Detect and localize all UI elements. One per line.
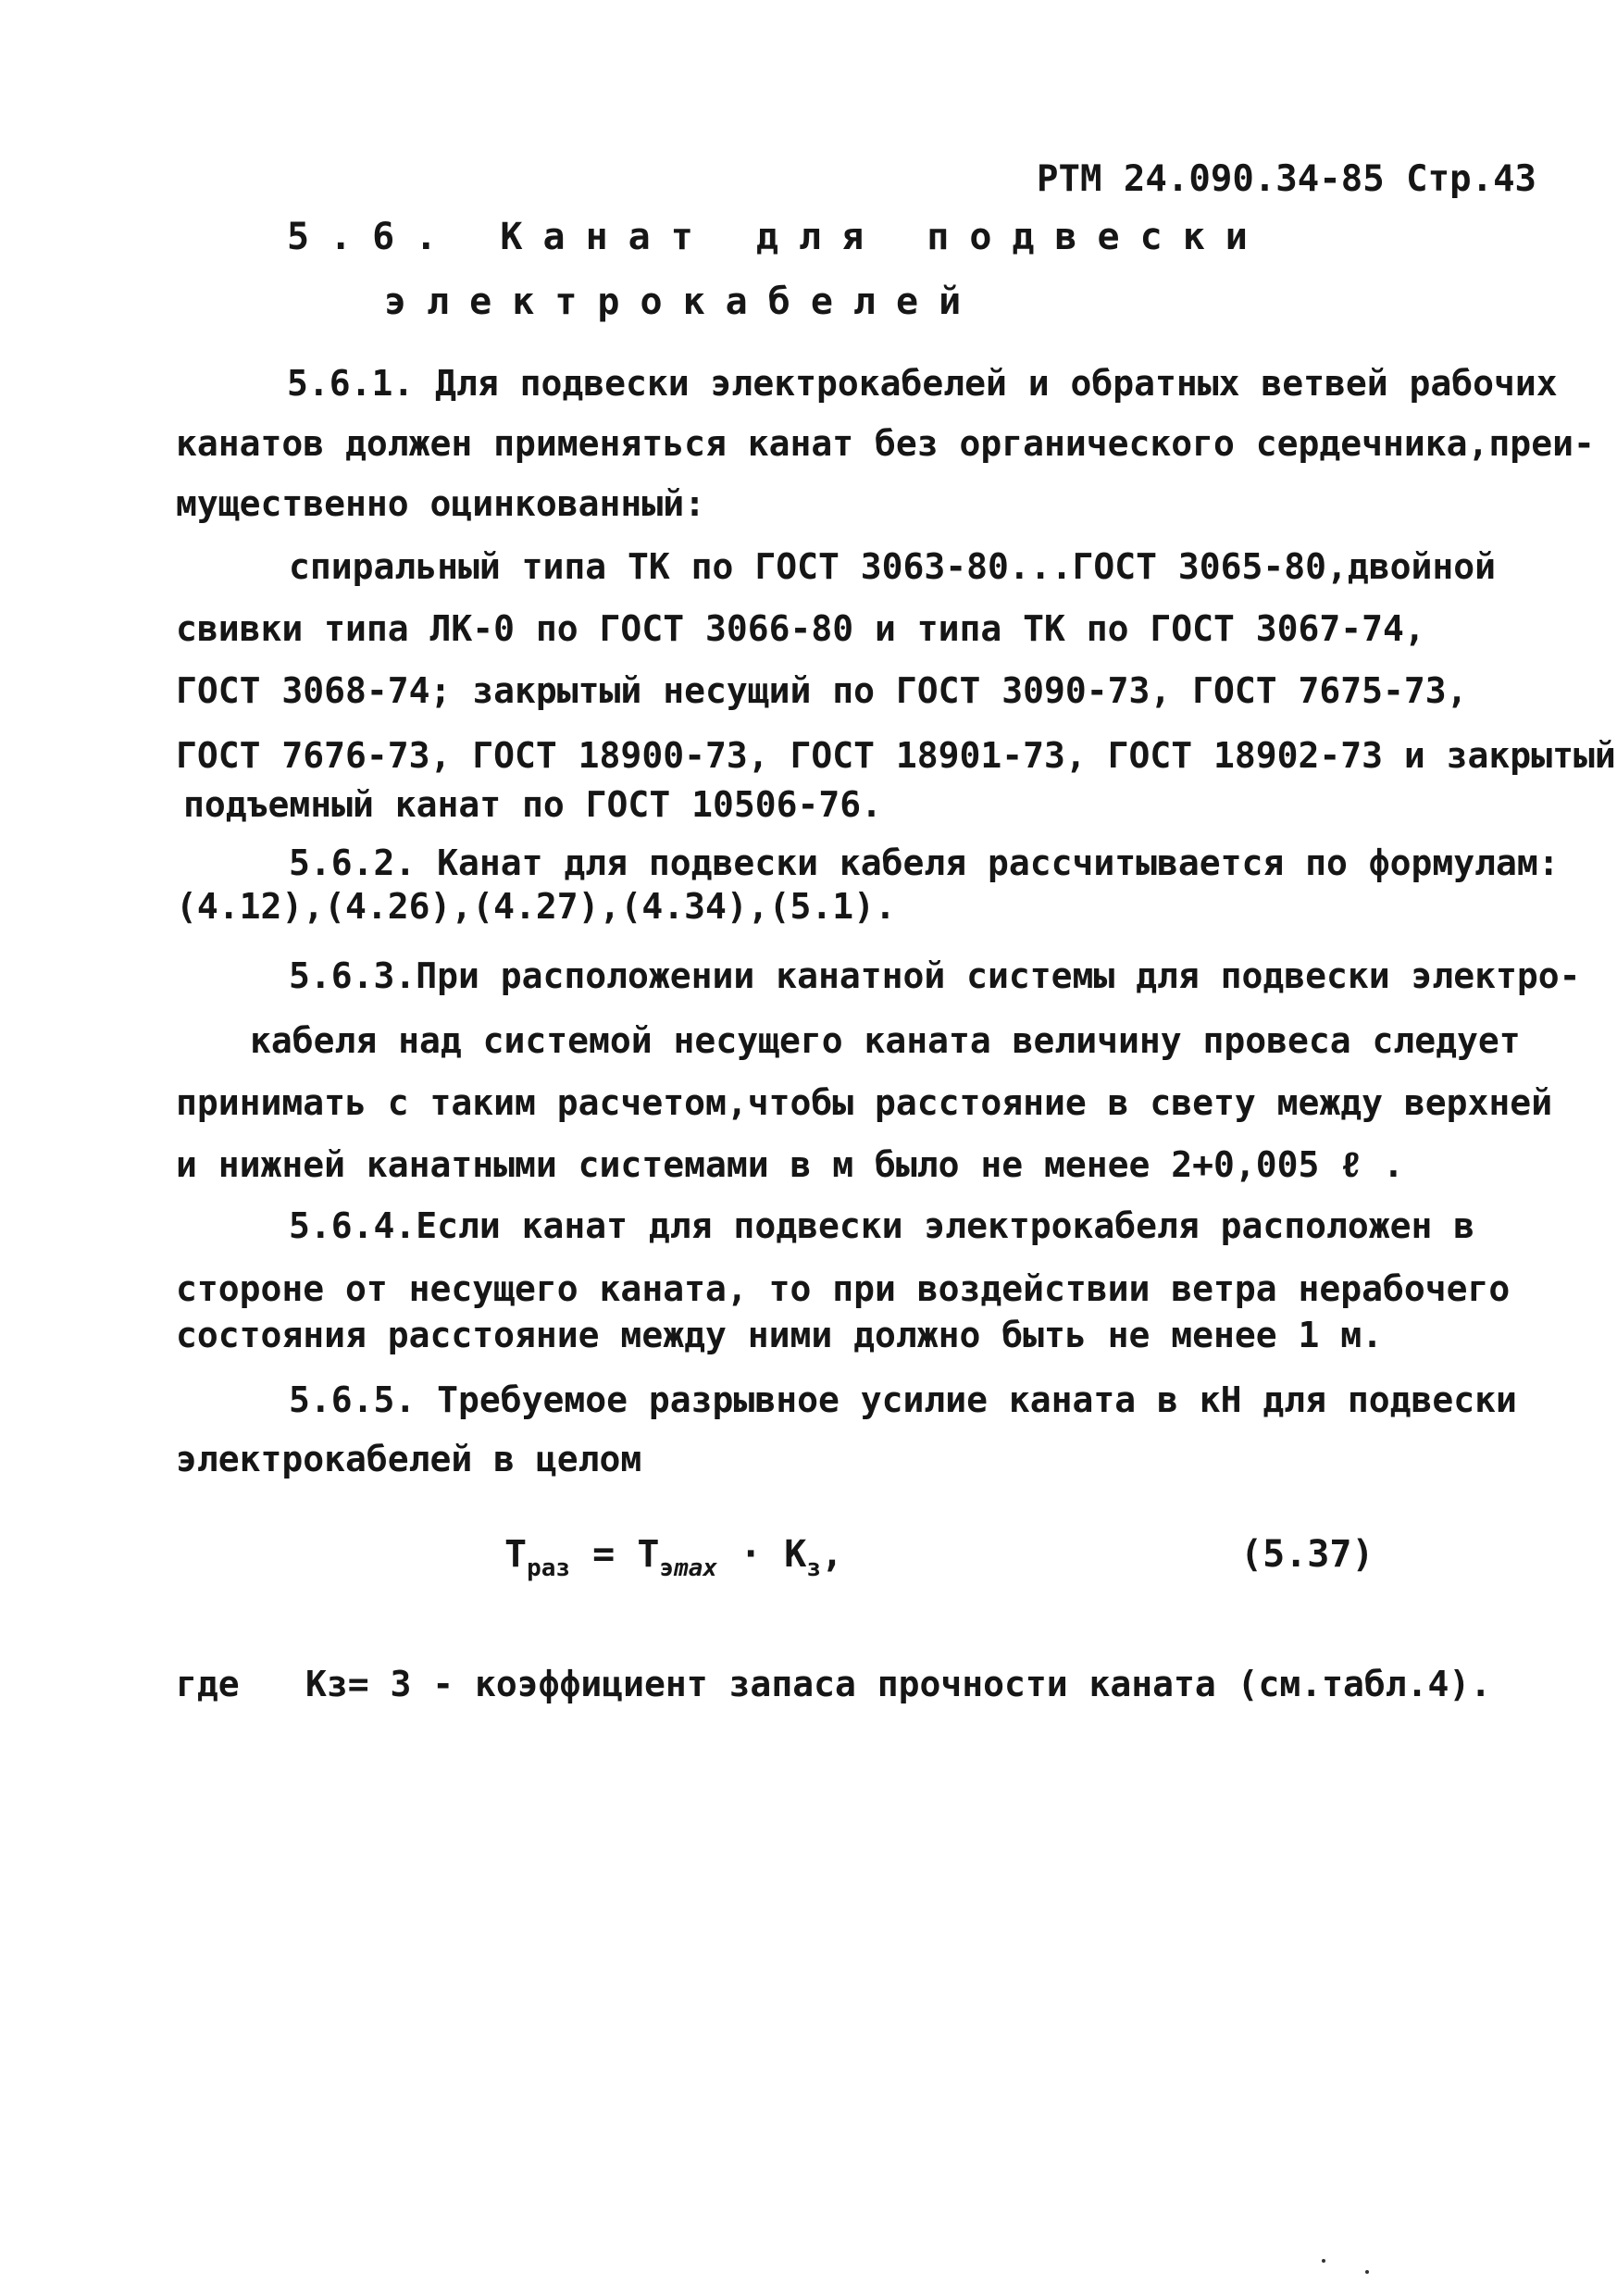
paragraph-5-6-1-line-6: ГОСТ 3068-74; закрытый несущий по ГОСТ 3090-73, ГОСТ 7675-73, (176, 670, 1468, 711)
paragraph-5-6-1-line-4: спиральный типа ТК по ГОСТ 3063-80...ГОСТ 3065-80,двойной (289, 546, 1497, 587)
paragraph-5-6-2-line-1: 5.6.2. Канат для подвески кабеля рассчитывается по формулам: (289, 842, 1560, 883)
paragraph-5-6-1-line-1: 5.6.1. Для подвески электрокабелей и обратных ветвей рабочих (287, 363, 1558, 404)
paragraph-5-6-3-line-4: и нижней канатными системами в м было не менее 2+0,005 ℓ . (176, 1144, 1404, 1185)
formula-multiply: · (717, 1533, 785, 1576)
paragraph-5-6-3-line-3: принимать с таким расчетом,чтобы расстояние в свету между верхней (176, 1082, 1553, 1123)
section-title-line1: 5.6. Канат для подвески (287, 216, 1268, 258)
where-definition: Kз= 3 - коэффициент запаса прочности каната (см.табл.4). (305, 1664, 1492, 1704)
paragraph-5-6-3-line-2: кабеля над системой несущего каната величину провеса следует (250, 1020, 1521, 1061)
paragraph-5-6-3-line-1: 5.6.3.При расположении канатной системы для подвески электро- (289, 955, 1581, 996)
paragraph-5-6-1-line-7: ГОСТ 7676-73, ГОСТ 18900-73, ГОСТ 18901-73, ГОСТ 18902-73 и закрытый (176, 735, 1616, 776)
paragraph-5-6-1-line-5: свивки типа ЛК-0 по ГОСТ 3066-80 и типа ТК по ГОСТ 3067-74, (176, 608, 1425, 649)
paragraph-5-6-5-line-2: электрокабелей в целом (176, 1439, 642, 1479)
formula-lhs: T (504, 1533, 528, 1576)
paragraph-5-6-4-line-2: стороне от несущего каната, то при воздействии ветра нерабочего (176, 1268, 1511, 1309)
paragraph-5-6-1-line-8: подъемный канат по ГОСТ 10506-76. (183, 784, 882, 825)
formula-k: K (784, 1533, 807, 1576)
formula-equals: = (570, 1533, 638, 1576)
paragraph-5-6-5-line-1: 5.6.5. Требуемое разрывное усилие каната в кН для подвески (289, 1379, 1517, 1420)
scan-speck (1365, 2270, 1369, 2274)
formula-t-subscript-max: max (674, 1554, 718, 1582)
formula-k-subscript: з (806, 1554, 822, 1582)
page-header-ref: РТМ 24.090.34-85 Стр.43 (1037, 158, 1537, 200)
formula-5-37 (504, 1532, 843, 1591)
formula-t: T (637, 1533, 660, 1576)
formula-t-subscript: э (659, 1554, 675, 1582)
where-label: где (176, 1664, 240, 1704)
paragraph-5-6-4-line-3: состояния расстояние между ними должно быть не менее 1 м. (176, 1315, 1384, 1355)
formula-tail: , (821, 1533, 844, 1576)
scan-speck (1322, 2259, 1325, 2263)
paragraph-5-6-4-line-1: 5.6.4.Если канат для подвески электрокабеля расположен в (289, 1205, 1475, 1246)
formula-number: (5.37) (1240, 1533, 1374, 1576)
paragraph-5-6-1-line-3: мущественно оцинкованный: (176, 483, 705, 524)
section-title-line2: электрокабелей (384, 281, 982, 323)
formula-lhs-subscript: раз (527, 1554, 571, 1582)
paragraph-5-6-1-line-2: канатов должен применяться канат без органического сердечника,преи- (176, 423, 1595, 464)
paragraph-5-6-2-line-2: (4.12),(4.26),(4.27),(4.34),(5.1). (176, 886, 896, 927)
